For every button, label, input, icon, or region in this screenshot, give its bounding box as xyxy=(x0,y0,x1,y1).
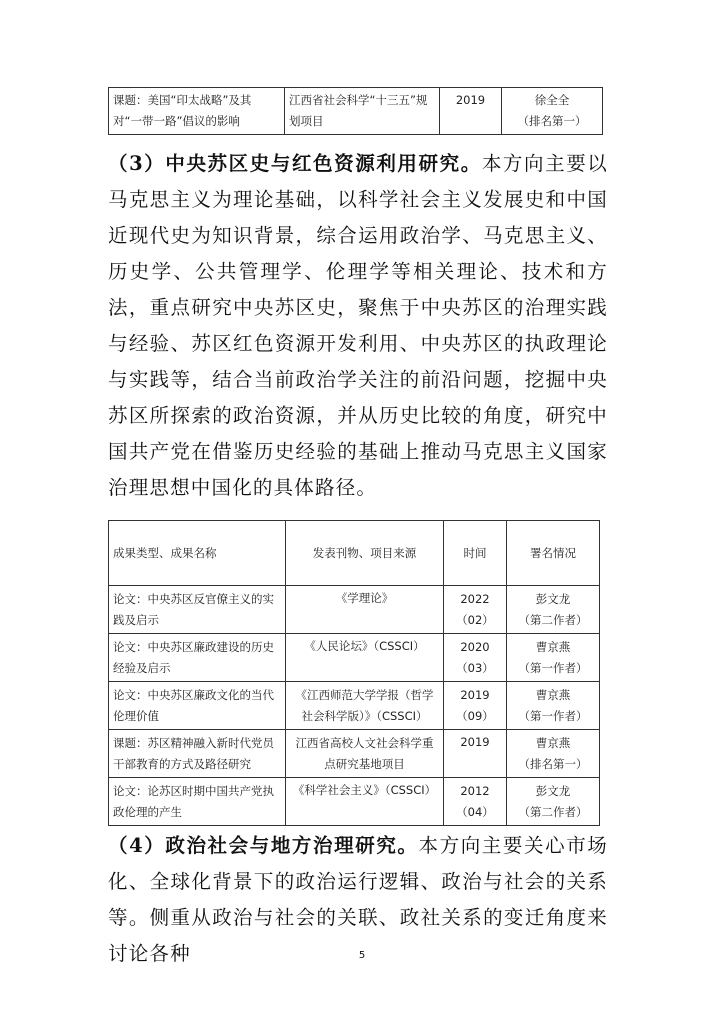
achievement-source: 《科学社会主义》（CSSCI） xyxy=(286,778,444,826)
header-title: 成果类型、成果名称 xyxy=(109,521,286,586)
achievement-time-cell xyxy=(444,634,507,682)
achievement-time-cell xyxy=(444,682,507,730)
achievement-author-cell xyxy=(507,730,600,778)
achievement-rank: （第一作者） xyxy=(518,708,588,723)
achievement-rank: （第二作者） xyxy=(518,804,588,819)
achievement-year: 2022 xyxy=(460,591,490,606)
achievement-issue: （04） xyxy=(456,804,494,819)
achievement-time: 2019 xyxy=(440,88,502,135)
achievement-source: 江西省高校人文社会科学重点研究基地项目 xyxy=(286,730,444,778)
achievement-title: 课题：苏区精神融入新时代党员干部教育的方式及路径研究 xyxy=(109,730,286,778)
section-4-body: 本方向主要关心市场化、全球化背景下的政治运行逻辑、政治与社会的关系等。侧重从政治与社会的关联、政社关系的变迁角度来讨论各种 xyxy=(108,834,608,965)
table-row xyxy=(109,730,600,778)
achievement-title: 论文：中央苏区廉政文化的当代伦理价值 xyxy=(109,682,286,730)
achievement-rank: （第二作者） xyxy=(518,612,588,627)
achievement-time-cell xyxy=(444,730,507,778)
achievement-year: 2012 xyxy=(460,783,490,798)
table-row xyxy=(109,682,600,730)
header-author: 署名情况 xyxy=(507,521,600,586)
achievement-author-cell xyxy=(502,88,603,135)
section-3-heading: （3）中央苏区史与红色资源利用研究。 xyxy=(108,152,482,175)
section-3-body: 本方向主要以马克思主义为理论基础，以科学社会主义发展史和中国近现代史为知识背景，综合运用政治学、马克思主义、历史学、公共管理学、伦理学等相关理论、技术和方法，重点研究中央苏区史，聚焦于中央苏区的治理实践与经验、苏区红色资源开发利用、中央苏区的执政理论与实践等，结合当前政治学关注的前沿问题，挖掘中央苏区所探索的政治资源，并从历史比较的角度，研究中国共产党在借鉴历史经验的基础上推动马克思主义国家治理思想中国化的具体路径。 xyxy=(108,152,608,499)
achievement-author-cell xyxy=(507,778,600,826)
achievement-title: 论文：论苏区时期中国共产党执政伦理的产生 xyxy=(109,778,286,826)
achievement-author: 曹京燕 xyxy=(535,639,571,654)
section-3-paragraph xyxy=(108,146,608,506)
achievement-issue: （09） xyxy=(456,708,494,723)
achievement-rank: （排名第一） xyxy=(518,756,588,771)
achievement-year: 2020 xyxy=(460,639,490,654)
header-time: 时间 xyxy=(444,521,507,586)
header-source: 发表刊物、项目来源 xyxy=(286,521,444,586)
achievement-author: 彭文龙 xyxy=(535,783,571,798)
table-row xyxy=(109,634,600,682)
achievement-source: 《人民论坛》（CSSCI） xyxy=(286,634,444,682)
table-row xyxy=(109,778,600,826)
page-number: 5 xyxy=(358,950,366,961)
achievement-author: 曹京燕 xyxy=(535,687,571,702)
achievement-issue: （03） xyxy=(456,660,494,675)
achievement-author: 彭文龙 xyxy=(535,591,571,606)
achievement-time-cell xyxy=(444,586,507,634)
achievement-rank: （排名第一） xyxy=(517,114,587,128)
achievement-author: 徐全全 xyxy=(534,93,570,107)
achievements-table xyxy=(108,520,600,826)
achievement-title: 课题：美国“印太战略”及其对“一带一路”倡议的影响 xyxy=(109,88,285,135)
table-row xyxy=(109,586,600,634)
achievement-source: 《江西师范大学学报（哲学社会科学版）》（CSSCI） xyxy=(286,682,444,730)
achievement-source: 《学理论》 xyxy=(286,586,444,634)
table-header-row xyxy=(109,521,600,586)
achievement-author: 曹京燕 xyxy=(535,735,571,750)
achievement-source: 江西省社会科学“十三五”规划项目 xyxy=(285,88,440,135)
achievement-time-cell xyxy=(444,778,507,826)
achievement-issue: （02） xyxy=(456,612,494,627)
achievement-title: 论文：中央苏区反官僚主义的实践及启示 xyxy=(109,586,286,634)
achievement-title: 论文：中央苏区廉政建设的历史经验及启示 xyxy=(109,634,286,682)
achievement-author-cell xyxy=(507,586,600,634)
achievement-rank: （第一作者） xyxy=(518,660,588,675)
achievement-year: 2019 xyxy=(460,687,490,702)
achievement-author-cell xyxy=(507,682,600,730)
achievements-table-continued xyxy=(108,87,603,135)
achievement-author-cell xyxy=(507,634,600,682)
section-4-heading: （4）政治社会与地方治理研究。 xyxy=(108,834,419,857)
table-row xyxy=(109,88,603,135)
achievement-year: 2019 xyxy=(460,735,490,749)
